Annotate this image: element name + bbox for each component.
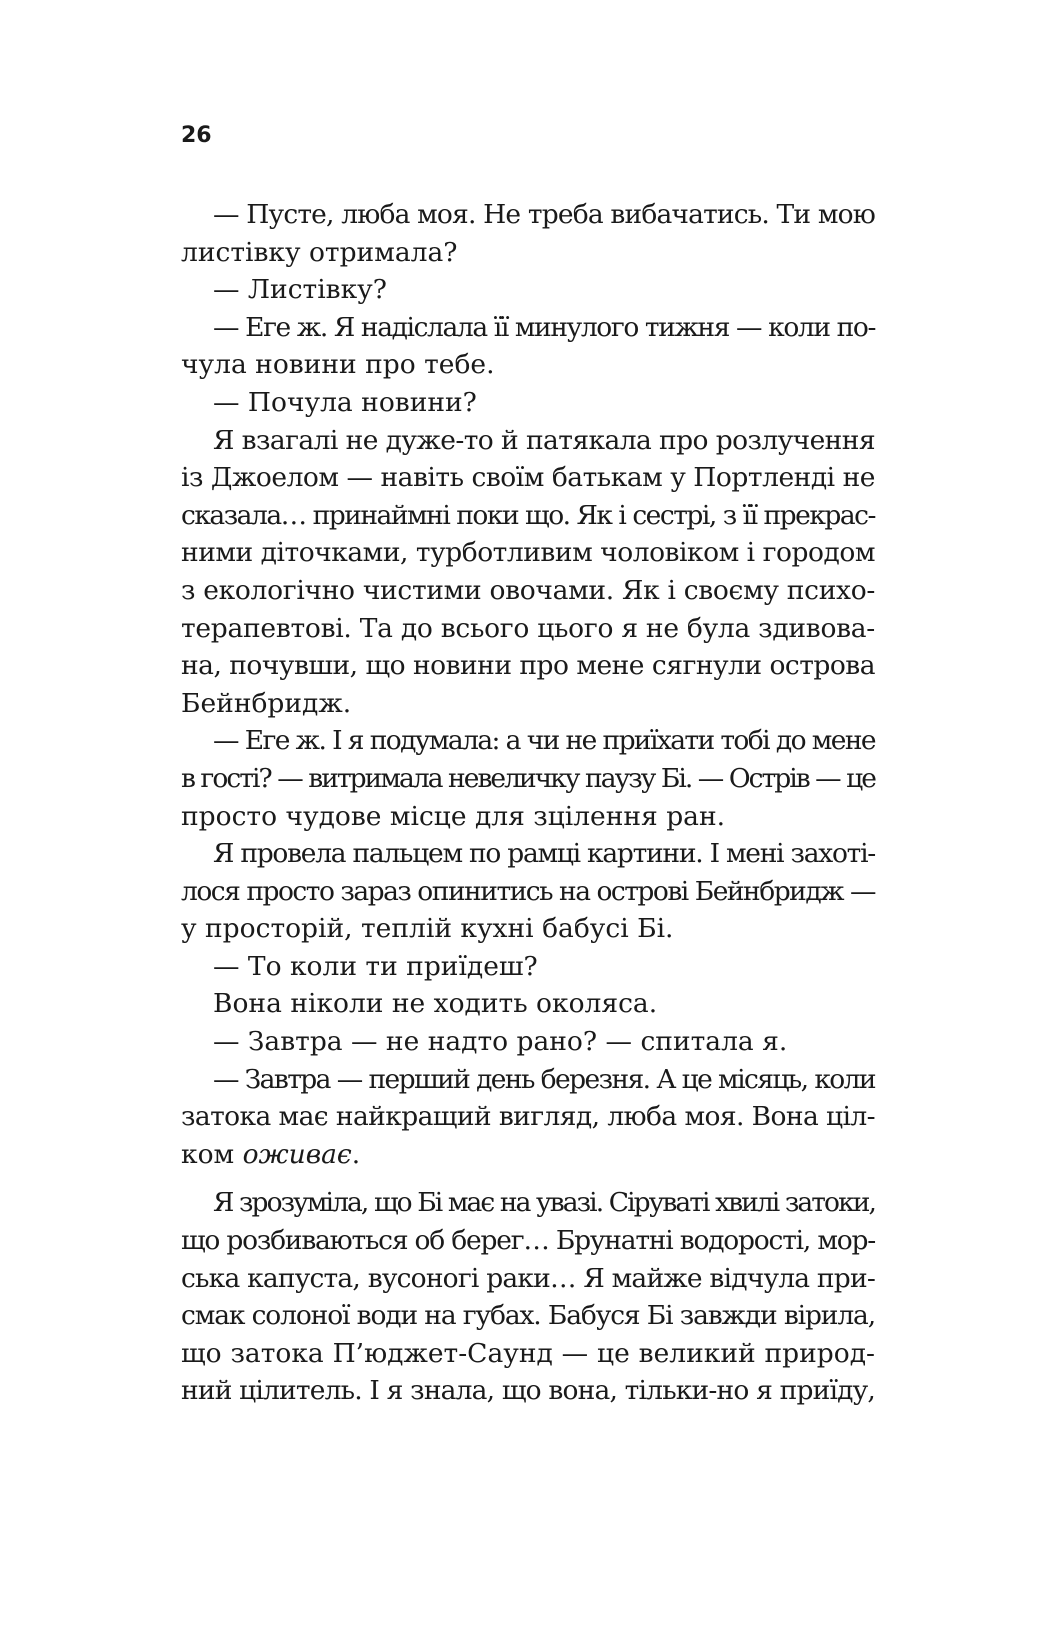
text-line: що розбиваються об берег… Брунатні водорості, мор- (181, 1225, 875, 1257)
text-line: — Еге ж. І я подумала: а чи не приїхати тобі до мене (213, 725, 875, 757)
text-line: — Еге ж. Я надіслала її минулого тижня — коли по- (213, 311, 876, 343)
text-line: смак солоної води на губах. Бабуся Бі завжди вірила, (181, 1300, 875, 1332)
text-line: листівку отримала? (181, 236, 458, 268)
text-line: ська капуста, вусоногі раки… Я майже відчула при- (181, 1262, 875, 1294)
text-line: Бейнбридж. (181, 687, 352, 719)
text-line: ними діточками, турботливим чоловіком і городом (181, 537, 875, 569)
text-fragment: ком (181, 1138, 243, 1170)
text-line: терапевтові. Та до всього цього я не була здивова- (181, 612, 875, 644)
page-body (181, 196, 875, 1410)
text-fragment: . (351, 1138, 361, 1170)
text-line: просто чудове місце для зцілення ран. (181, 800, 726, 832)
text-line: на, почувши, що новини про мене сягнули острова (181, 650, 875, 682)
text-line: — Почула новини? (213, 386, 477, 418)
text-line: затока має найкращий вигляд, люба моя. Вона ціл- (181, 1101, 875, 1133)
text-line: що затока П’юджет-Саунд — це великий природ- (181, 1337, 875, 1369)
text-line: — Завтра — перший день березня. А це місяць, коли (213, 1063, 875, 1095)
text-line: ний цілитель. І я знала, що вона, тільки-но я приїду, (181, 1375, 875, 1407)
text-line: у просторій, теплій кухні бабусі Бі. (181, 913, 674, 945)
text-line-with-emphasis (181, 1136, 875, 1174)
text-line: чула новини про тебе. (181, 349, 495, 381)
text-line: з екологічно чистими овочами. Як і своєму психо- (181, 574, 875, 606)
text-line: — Листівку? (213, 274, 387, 306)
text-line: із Джоелом — навіть своїм батькам у Портленді не (181, 462, 875, 494)
text-line: лося просто зараз опинитись на острові Бейнбридж — (181, 875, 876, 907)
text-line: в гості? — витримала невеличку паузу Бі. — Острів — це (181, 762, 875, 794)
text-line: Я зрозуміла, що Бі має на увазі. Сіруваті хвилі затоки, (213, 1187, 875, 1219)
text-line: — То коли ти приїдеш? (213, 950, 538, 982)
text-line: Я провела пальцем по рамці картини. І мені захоті- (213, 838, 875, 870)
text-line: Я взагалі не дуже-то й патякала про розлучення (213, 424, 875, 456)
text-line: сказала… принаймні поки що. Як і сестрі, з її прекрас- (181, 499, 875, 531)
text-line: — Завтра — не надто рано? — спитала я. (213, 1026, 788, 1058)
emphasized-word: оживає (242, 1138, 352, 1170)
text-line: Вона ніколи не ходить околяса. (213, 988, 658, 1020)
page-number: 26 (181, 123, 212, 148)
text-line: — Пусте, люба моя. Не треба вибачатись. Ти мою (213, 199, 875, 230)
